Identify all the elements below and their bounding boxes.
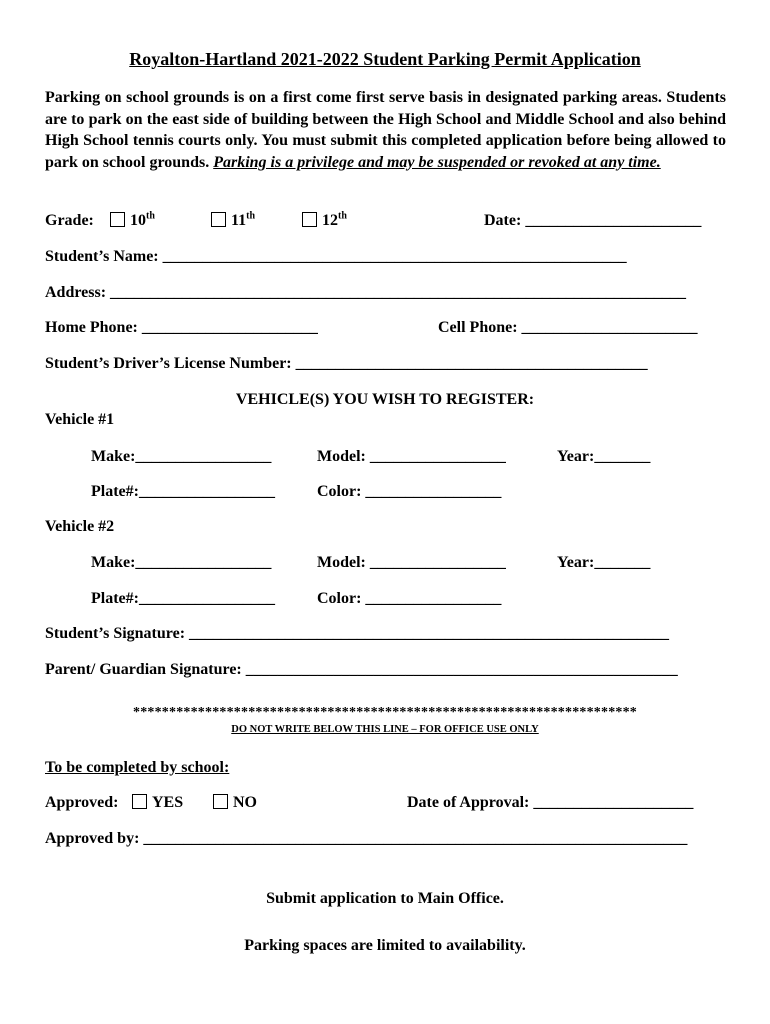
grade-11-label: 11 — [231, 212, 247, 229]
grade-12-sup: th — [338, 210, 347, 222]
parking-availability-note: Parking spaces are limited to availability. — [244, 937, 526, 954]
approved-no-label: NO — [233, 794, 257, 811]
approved-no-option[interactable] — [213, 793, 257, 813]
grade-option-11[interactable] — [211, 211, 255, 231]
vehicle-1-year-field[interactable]: Year:_______ — [557, 448, 651, 465]
date-of-approval-field[interactable]: Date of Approval: ____________________ — [407, 794, 694, 811]
grade-10-sup: th — [146, 210, 155, 222]
vehicle-1-color-field[interactable]: Color: _________________ — [317, 483, 502, 500]
school-section-heading: To be completed by school: — [45, 759, 230, 776]
grade-11-sup: th — [246, 210, 256, 222]
office-use-notice: DO NOT WRITE BELOW THIS LINE – FOR OFFICE USE ONLY — [231, 724, 539, 735]
grade-11-checkbox[interactable] — [211, 212, 226, 227]
vehicle-1-model-field[interactable]: Model: _________________ — [317, 448, 506, 465]
grade-12-label: 12 — [322, 212, 338, 229]
vehicle-2-label: Vehicle #2 — [45, 518, 115, 535]
home-phone-field[interactable]: Home Phone: ______________________ — [45, 319, 318, 336]
approved-no-checkbox[interactable] — [213, 794, 228, 809]
vehicle-1-plate-field[interactable]: Plate#:_________________ — [91, 483, 275, 500]
vehicle-2-year-field[interactable]: Year:_______ — [557, 554, 651, 571]
vehicle-2-color-field[interactable]: Color: _________________ — [317, 590, 502, 607]
intro-text: Parking on school grounds is on a first come first serve basis in designated parking areas. Students are to park on the east side of building between the High School and Middle School and also behind High School tennis courts only. You must submit this completed application before being allowed to park on school grounds. — [45, 89, 726, 171]
address-field[interactable]: Address: ________________________________________________________________________ — [45, 284, 687, 301]
approved-label: Approved: — [45, 794, 119, 811]
grade-option-10[interactable] — [110, 211, 155, 231]
grade-12-checkbox[interactable] — [302, 212, 317, 227]
grade-label: Grade: — [45, 212, 94, 229]
student-name-field[interactable]: Student’s Name: __________________________________________________________ — [45, 248, 627, 265]
approved-by-field[interactable]: Approved by: ____________________________________________________________________ — [45, 830, 688, 847]
license-number-field[interactable]: Student’s Driver’s License Number: ____________________________________________ — [45, 355, 648, 372]
cell-phone-field[interactable]: Cell Phone: ______________________ — [438, 319, 698, 336]
vehicles-heading: VEHICLE(S) YOU WISH TO REGISTER: — [235, 391, 535, 408]
intro-paragraph — [45, 87, 726, 173]
approved-yes-checkbox[interactable] — [132, 794, 147, 809]
parent-signature-field[interactable]: Parent/ Guardian Signature: ______________________________________________________ — [45, 661, 678, 678]
vehicle-2-plate-field[interactable]: Plate#:_________________ — [91, 590, 275, 607]
vehicle-2-model-field[interactable]: Model: _________________ — [317, 554, 506, 571]
grade-option-12[interactable] — [302, 211, 347, 231]
date-field[interactable]: Date: ______________________ — [484, 212, 702, 229]
grade-10-label: 10 — [130, 212, 146, 229]
approved-yes-option[interactable] — [132, 793, 183, 813]
separator-stars: ********************************************************************** — [133, 705, 637, 720]
page-title: Royalton-Hartland 2021-2022 Student Parking Permit Application — [129, 49, 641, 69]
approved-yes-label: YES — [152, 794, 184, 811]
grade-10-checkbox[interactable] — [110, 212, 125, 227]
vehicle-2-make-field[interactable]: Make:_________________ — [91, 554, 272, 571]
vehicle-1-label: Vehicle #1 — [45, 411, 115, 428]
vehicle-1-make-field[interactable]: Make:_________________ — [91, 448, 272, 465]
intro-emphasis: Parking is a privilege and may be suspended or revoked at any time. — [213, 153, 661, 171]
student-signature-field[interactable]: Student’s Signature: ____________________________________________________________ — [45, 625, 670, 642]
submit-instruction: Submit application to Main Office. — [266, 890, 504, 907]
